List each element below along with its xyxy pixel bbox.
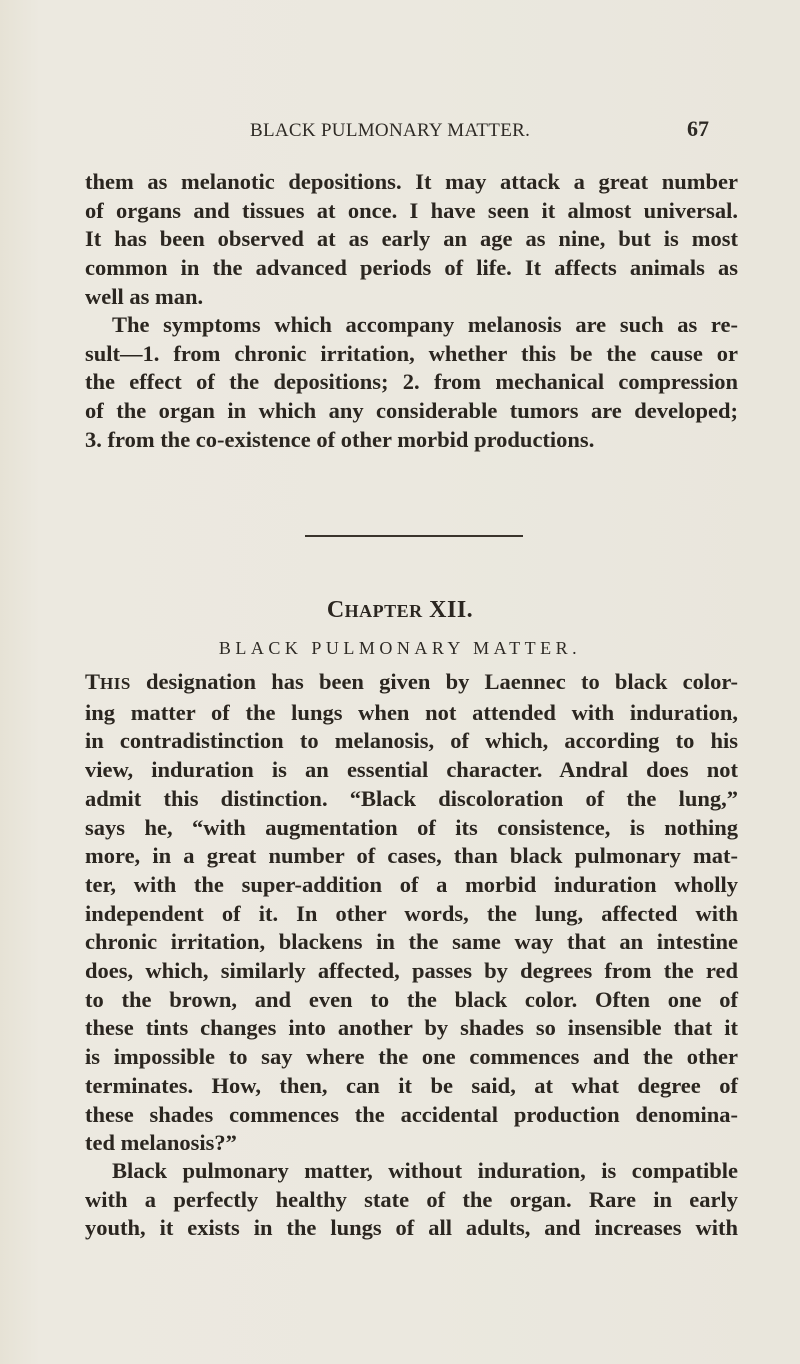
paragraph-designation: [85, 668, 738, 1158]
text-line: terminates. How, then, can it be said, at what degree of: [85, 1072, 738, 1098]
text-line: in contradistinction to melanosis, of which, according to his: [85, 728, 738, 754]
drop-lead-rest: HIS: [100, 674, 131, 693]
text-line-first: [85, 668, 738, 699]
chapter-heading-initial: C: [326, 597, 345, 623]
text-line: ing matter of the lungs when not attended with induration,: [85, 699, 738, 725]
chapter-heading-rest: HAPTER: [344, 601, 423, 621]
chapter-subtitle: BLACK PULMONARY MATTER.: [218, 638, 582, 658]
text-line: chronic irritation, blackens in the same way that an intestine: [85, 929, 738, 955]
text-line: ter, with the super-addition of a morbid induration wholly: [85, 871, 738, 897]
chapter-heading: [0, 597, 800, 624]
text-line: to the brown, and even to the black color. Often one of: [85, 986, 738, 1012]
text-line: common in the advanced periods of life. It affects animals as: [85, 255, 738, 281]
page-number: 67: [687, 116, 709, 141]
text-line: It has been observed at as early an age as nine, but is most: [85, 226, 738, 252]
text-line: 3. from the co-existence of other morbid productions.: [85, 426, 595, 452]
text-line: youth, it exists in the lungs of all adults, and increases with: [85, 1215, 738, 1241]
text-line: says he, “with augmentation of its consistence, is nothing: [85, 814, 738, 840]
text-line: independent of it. In other words, the lung, affected with: [85, 900, 738, 926]
text-line: these tints changes into another by shades so insensible that it: [85, 1015, 738, 1041]
text-line: these shades commences the accidental production denomina-: [85, 1101, 738, 1127]
text-line: does, which, similarly affected, passes by degrees from the red: [85, 958, 738, 984]
text-line: The symptoms which accompany melanosis are such as re-: [112, 312, 738, 337]
text-line: of organs and tissues at once. I have seen it almost universal.: [85, 197, 738, 223]
paragraph-black-pulmonary-matter: [85, 1157, 738, 1243]
section-divider-rule: [305, 535, 523, 537]
chapter-number: XII.: [429, 597, 474, 623]
text-line: Black pulmonary matter, without induration, is compatible: [112, 1158, 738, 1183]
text-line: view, induration is an essential character. Andral does not: [85, 757, 738, 783]
paragraph-melanosis-continuation: [85, 168, 738, 312]
text-line: ted melanosis?”: [85, 1130, 237, 1156]
text-line: admit this distinction. “Black discoloration of the lung,”: [85, 785, 738, 811]
drop-lead-initial: T: [85, 669, 101, 694]
text-line: is impossible to say where the one commences and the other: [85, 1044, 738, 1070]
text-line: of the organ in which any considerable tumors are developed;: [85, 398, 738, 424]
text-line: more, in a great number of cases, than black pulmonary mat-: [85, 843, 738, 869]
text-line: them as melanotic depositions. It may attack a great number: [85, 169, 738, 194]
paragraph-symptoms: [85, 311, 738, 455]
running-head: BLACK PULMONARY MATTER.: [250, 120, 531, 141]
first-line-text: designation has been given by Laennec to black color-: [130, 669, 738, 694]
text-line: the effect of the depositions; 2. from mechanical compression: [85, 369, 738, 395]
text-line: well as man.: [85, 283, 204, 309]
text-line: with a perfectly healthy state of the organ. Rare in early: [85, 1186, 738, 1212]
text-line: sult—1. from chronic irritation, whether this be the cause or: [85, 340, 738, 366]
